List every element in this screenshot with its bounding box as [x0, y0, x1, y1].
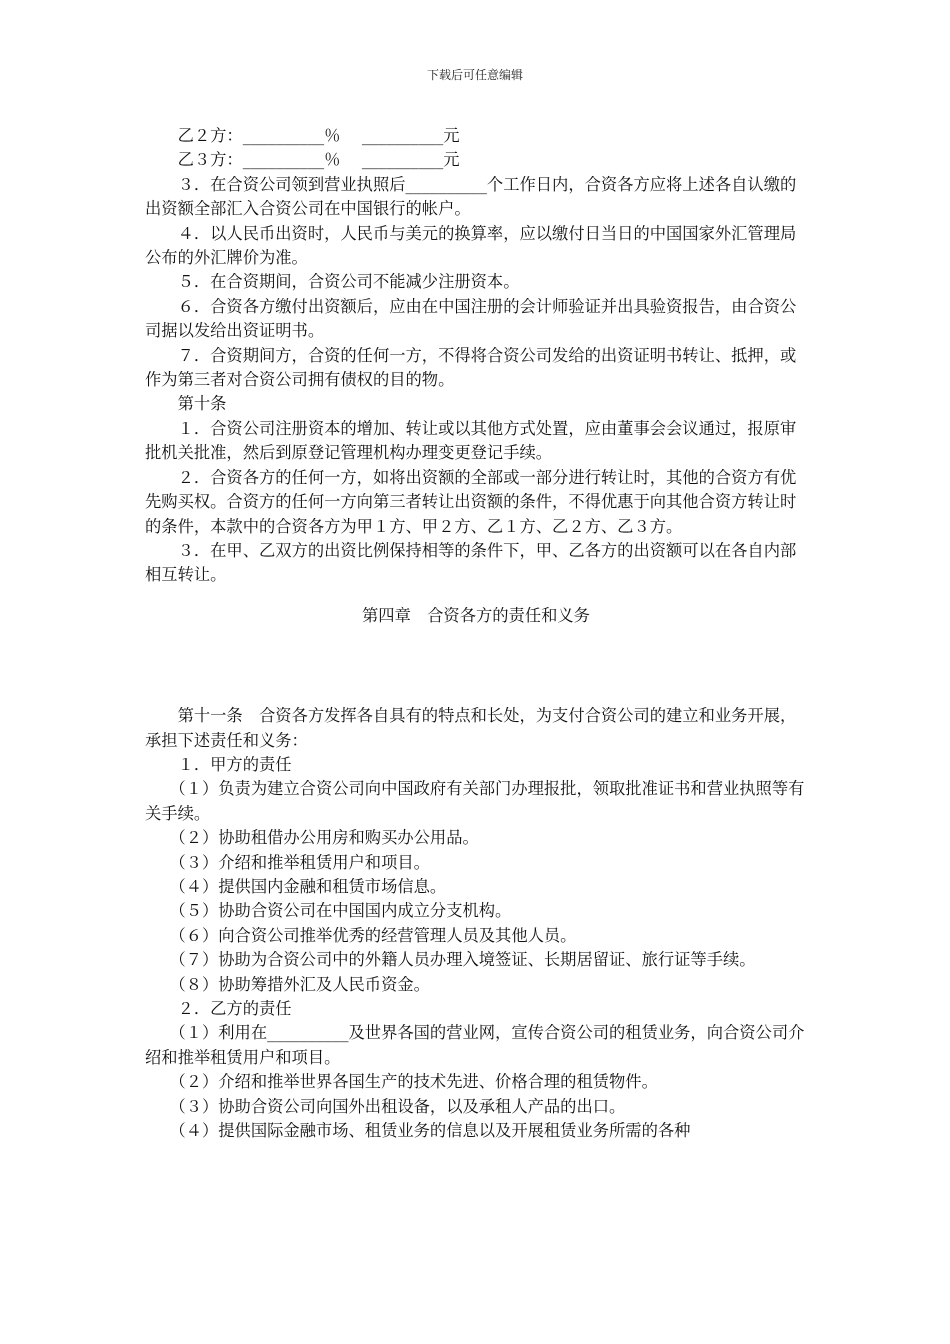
paragraph: （８）协助筹措外汇及人民币资金。 — [145, 974, 430, 994]
paragraph: （３）协助合资公司向国外出租设备，以及承租人产品的出口。 — [145, 1096, 626, 1116]
paragraph: 乙３方：__________％ __________元 — [145, 150, 460, 170]
paragraph: 第十一条 合资各方发挥各自具有的特点和长处，为支付合资公司的建立和业务开展，承担下述责任和义务： — [145, 706, 797, 750]
paragraph: ７．合资期间方，合资的任何一方，不得将合资公司发给的出资证明书转让、抵押，或作为第三者对合资公司拥有债权的目的物。 — [145, 345, 797, 390]
paragraph: ２．合资各方的任何一方，如将出资额的全部或一部分进行转让时，其他的合资方有优先购买权。合资方的任何一方向第三者转让出资额的条件，不得优惠于向其他合资方转让时的条件，本款中的合资各方为甲１方、甲２方、乙１方、乙２方、乙３方。 — [145, 467, 797, 536]
paragraph: （３）介绍和推举租赁用户和项目。 — [145, 852, 430, 872]
paragraph: ５．在合资期间，合资公司不能减少注册资本。 — [145, 272, 520, 292]
paragraph: ３．在甲、乙双方的出资比例保持相等的条件下，甲、乙各方的出资额可以在各自内部相互转让。 — [145, 540, 797, 585]
paragraph: ２．乙方的责任 — [145, 999, 292, 1018]
paragraph: ６．合资各方缴付出资额后，应由在中国注册的会计师验证并出具验资报告，由合资公司据以发给出资证明书。 — [145, 296, 797, 341]
paragraph: （７）协助为合资公司中的外籍人员办理入境签证、长期居留证、旅行证等手续。 — [145, 950, 756, 970]
paragraph: 乙２方：__________％ __________元 — [145, 126, 460, 145]
paragraph: （２）协助租借办公用房和购买办公用品。 — [145, 828, 479, 848]
chapter-body — [145, 704, 807, 1143]
paragraph: （１）利用在__________及世界各国的营业网，宣传合资公司的租赁业务，向合资公司介绍和推举租赁用户和项目。 — [145, 1023, 805, 1067]
paragraph: １．合资公司注册资本的增加、转让或以其他方式处置，应由董事会会议通过，报原审批机关批准，然后到原登记管理机构办理变更登记手续。 — [145, 418, 797, 463]
paragraph: （５）协助合资公司在中国国内成立分支机构。 — [145, 901, 512, 921]
chapter-title: 第四章 合资各方的责任和义务 — [362, 605, 590, 625]
document-body — [145, 124, 807, 1143]
paragraph: ３．在合资公司领到营业执照后__________个工作日内，合资各方应将上述各自认缴的出资额全部汇入合资公司在中国银行的帐户。 — [145, 174, 797, 219]
paragraph: （４）提供国际金融市场、租赁业务的信息以及开展租赁业务所需的各种 — [145, 1121, 691, 1141]
paragraph: （４）提供国内金融和租赁市场信息。 — [145, 876, 447, 896]
spacer — [145, 628, 807, 692]
paragraph: １．甲方的责任 — [145, 754, 292, 774]
paragraph: ４．以人民币出资时，人民币与美元的换算率，应以缴付日当日的中国国家外汇管理局公布的外汇牌价为准。 — [145, 223, 797, 268]
paragraph: （１）负责为建立合资公司向中国政府有关部门办理报批，领取批准证书和营业执照等有关手续。 — [145, 779, 805, 823]
paragraph: （６）向合资公司推举优秀的经营管理人员及其他人员。 — [145, 925, 577, 945]
paragraph: （２）介绍和推举世界各国生产的技术先进、价格合理的租赁物件。 — [145, 1072, 658, 1092]
page-header: 下载后可任意编辑 — [426, 68, 523, 82]
article-heading: 第十条 — [145, 394, 227, 414]
